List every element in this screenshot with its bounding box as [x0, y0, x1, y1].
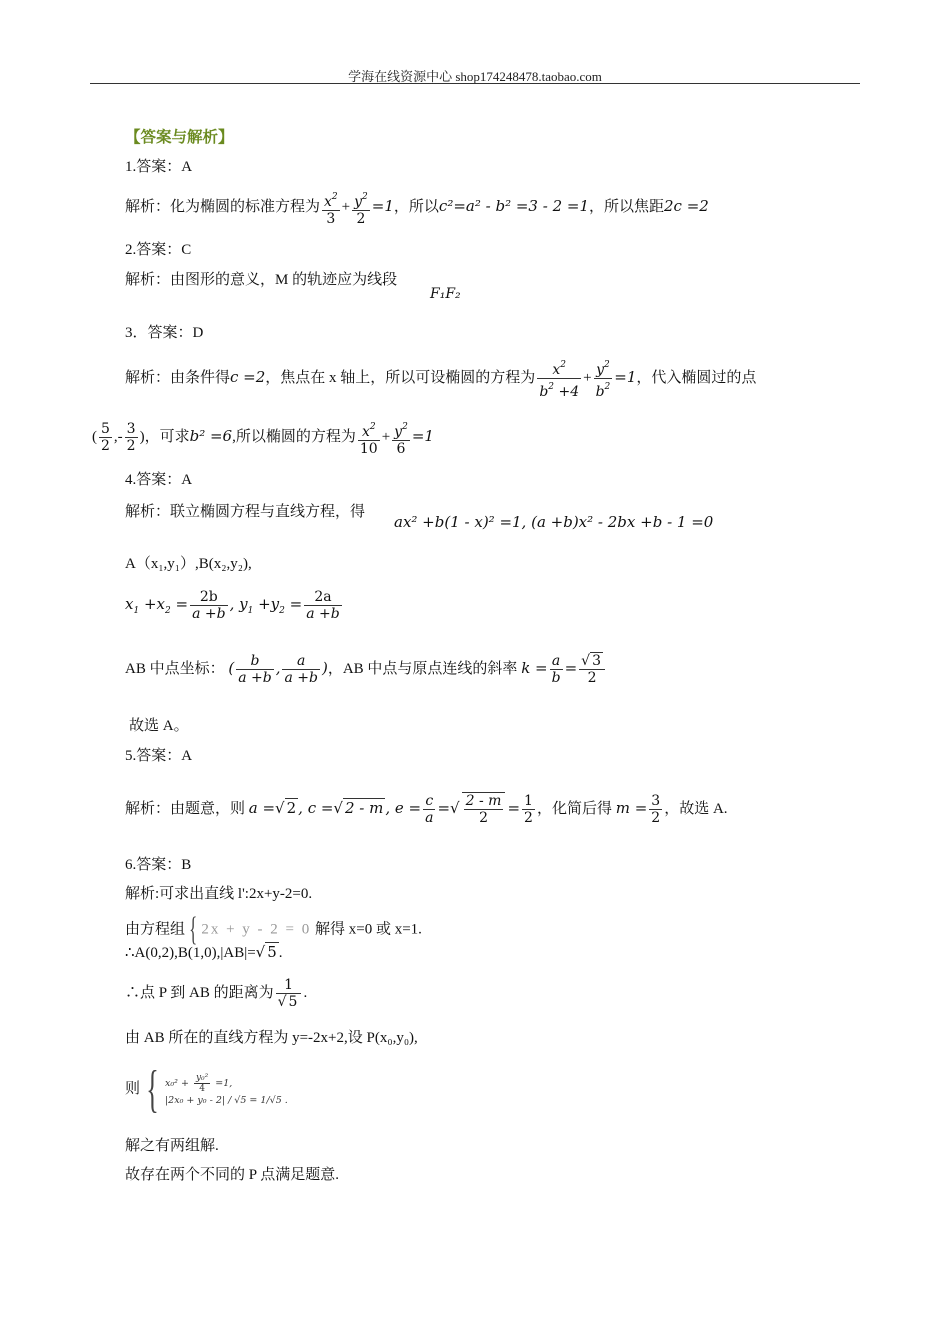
q6-line1: 解析:可求出直线 l':2x+y-2=0.: [125, 886, 313, 902]
q2-explanation: 解析：由图形的意义，M 的轨迹应为线段: [125, 272, 398, 288]
q6-line7: 解之有两组解.: [125, 1138, 219, 1154]
q6-line2: 由方程组 { 2x + y - 2 = 0 解得 x=0 或 x=1.: [125, 911, 422, 948]
q3-answer: 3．答案：D: [125, 325, 204, 341]
q6-line3: ∴A(0,2),B(1,0),|AB|=√ 5 .: [125, 943, 283, 961]
q6-line6: 则 { x₀² + $\frac{\text{y₀²}}{4}$ =1, |2x₀ + y₀ - 2| / √5 = 1/√5 .: [125, 1060, 288, 1118]
q3-explanation-1: 解析：由条件得c =2，焦点在 x 轴上，所以可设椭圆的方程为 $\frac{x^2}{b^2 +4}$ + $\frac{y^2}{b^2}$ =1，代入椭圆过的点: [125, 357, 756, 400]
q5-explanation: 解析：由题意，则 a =√ 2 , c =√ 2 - m , e = $\frac{c}{a}$ =√ $\frac{2 - m}{2}$ = $\frac{1}{2}$ ，化简后得 m = $\frac{3}{2}$ ，故选 A.: [125, 792, 728, 826]
q4-points: A（x₁,y₁）,B(x₂,y₂),: [125, 556, 252, 572]
q4-conclusion: 故选 A。: [129, 718, 189, 734]
q5-answer: 5.答案：A: [125, 748, 193, 764]
q4-midpoint: AB 中点坐标： ( $\frac{b}{a +b}$ , $\frac{a}{a +b}$ )，AB 中点与原点连线的斜率 k = $\frac{a}{b}$ = $\frac{√ 3}{2}$: [125, 648, 607, 689]
q1-explanation: 解析：化为椭圆的标准方程为 $\frac{x^2}{3}$ + $\frac{y^2}{2}$ =1，所以c²=a² - b² =3 - 2 =1，所以焦距2c =2: [125, 188, 709, 227]
q6-answer: 6.答案：B: [125, 857, 192, 873]
q1-frac-y: $\frac{y^2}{2}$: [352, 189, 370, 227]
system-brace: {: [189, 911, 198, 948]
q4-answer: 4.答案：A: [125, 472, 193, 488]
header-rule: [90, 83, 860, 84]
q2-answer: 2.答案：C: [125, 242, 192, 258]
q1-answer: 1.答案：A: [125, 159, 193, 175]
q6-line8: 故存在两个不同的 P 点满足题意.: [125, 1167, 340, 1183]
q4-line1: 解析：联立椭圆方程与直线方程，得: [125, 504, 366, 520]
q3-explanation-2: ( $\frac{5}{2}$ ,- $\frac{3}{2}$ )，可求b² =6,所以椭圆的方程为 $\frac{x^2}{10}$ + $\frac{y^2}{6}$ =1: [92, 418, 434, 457]
q6-line5: 由 AB 所在的直线方程为 y=-2x+2,设 P(x₀,y₀),: [125, 1030, 418, 1046]
section-title: 【答案与解析】: [125, 129, 234, 146]
page-header: 学海在线资源中心 shop174248478.taobao.com: [348, 69, 602, 84]
q6-line4: ∴点 P 到 AB 的距离为 $\frac{1}{√ 5}$ .: [125, 977, 308, 1011]
q6-system: x₀² + $\frac{\text{y₀²}}{4}$ =1, |2x₀ + y₀ - 2| / √5 = 1/√5 .: [164, 1072, 288, 1106]
q6-system-faint: 2x + y - 2 = 0: [201, 921, 312, 938]
q1-frac-x: $\frac{x^2}{3}$: [322, 189, 340, 227]
q2-segment: F₁F₂: [430, 286, 461, 302]
q4-eq1: ax² +b(1 - x)² =1, (a +b)x² - 2bx +b - 1 =0: [394, 513, 714, 531]
q4-sums: $x_1 +x_2$ = $\frac{2b}{a +b}$ , $y_1 +y_2$ = $\frac{2a}{a +b}$: [125, 588, 340, 622]
